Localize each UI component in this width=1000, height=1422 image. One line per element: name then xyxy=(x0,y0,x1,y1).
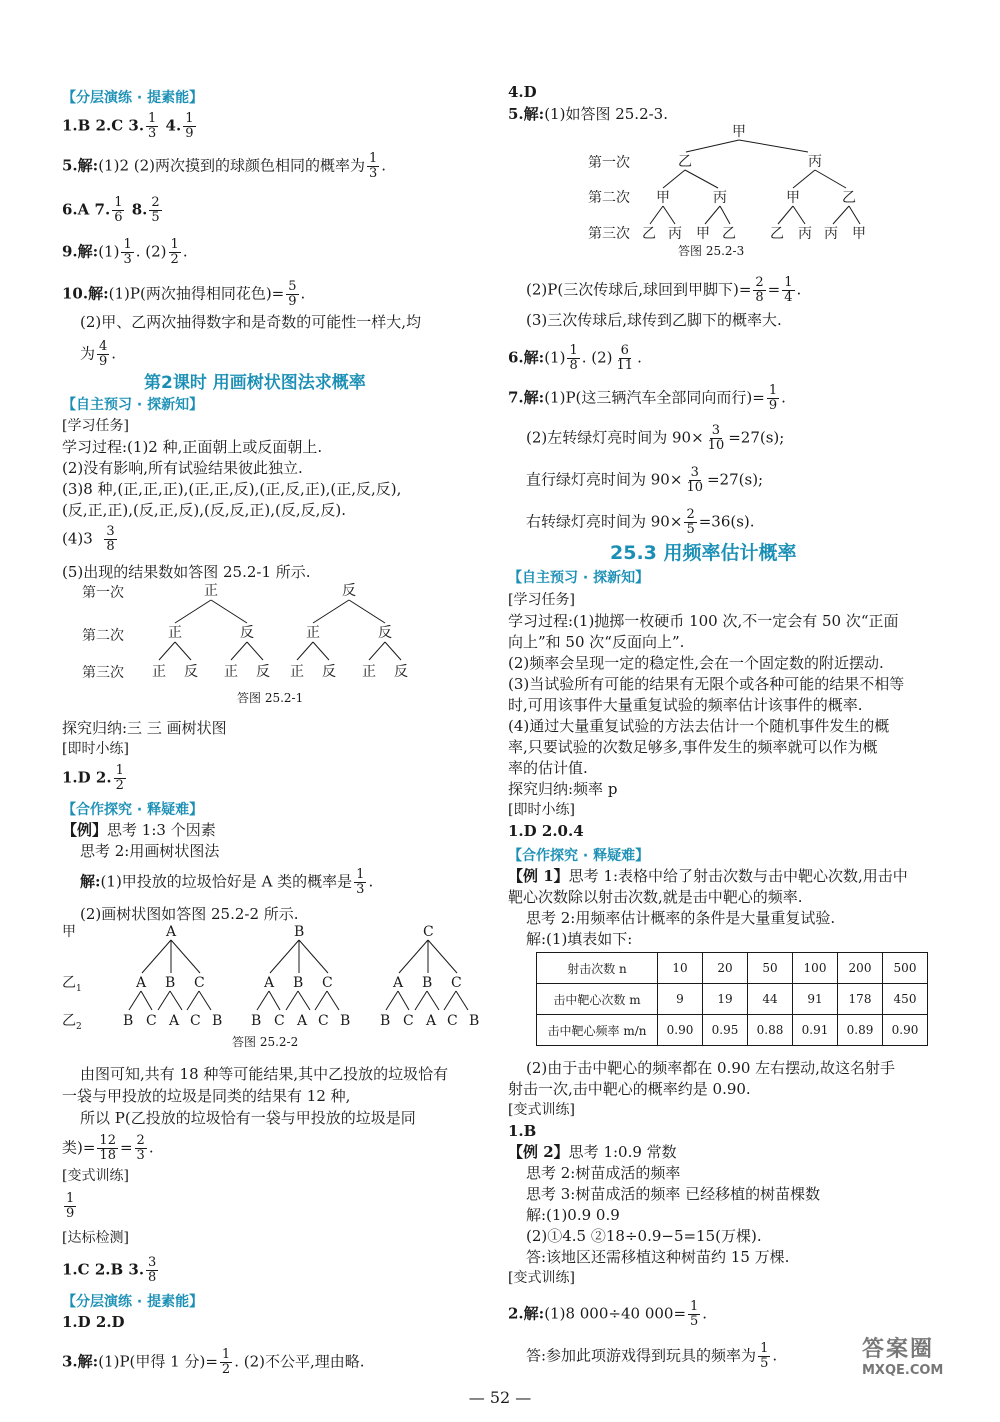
svg-text:2: 2 xyxy=(76,1022,82,1032)
section-heading: 【分层演练 · 提素能】 xyxy=(62,90,204,106)
tree-row-label: 第一次 xyxy=(588,155,630,171)
tree-node: 甲 xyxy=(656,190,670,206)
answer-line: 1.D 2.0.4 xyxy=(508,822,584,840)
svg-text:B: B xyxy=(340,1013,351,1029)
table-row: 击中靶心频率 m/n 0.90 0.95 0.88 0.91 0.89 0.90 xyxy=(537,1015,928,1046)
tree-row-label: 第一次 xyxy=(82,585,124,601)
tree-node: 正 xyxy=(168,625,182,641)
subheading: [学习任务] xyxy=(508,592,575,608)
tree-node: 丙 xyxy=(713,190,727,206)
tree-node: 正 xyxy=(290,664,304,680)
text-line: (3)8 种,(正,正,正),(正,正,反),(正,反,正),(正,反,反), xyxy=(62,480,402,498)
section-heading: 【自主预习 · 探新知】 xyxy=(508,570,650,586)
tree-node: 甲 xyxy=(696,226,710,242)
subheading: [学习任务] xyxy=(62,418,129,434)
tree-row-label: 第三次 xyxy=(588,226,630,242)
tree-node: 乙 xyxy=(678,154,692,170)
svg-text:C: C xyxy=(194,975,205,991)
section-heading: 【自主预习 · 探新知】 xyxy=(62,397,204,413)
answer-line: 1.C 2.B 3. $\frac{3}{8}$ xyxy=(62,1255,157,1285)
text-line: 学习过程:(1)2 种,正面朝上或反面朝上. xyxy=(62,438,323,456)
answer-line: 1.B xyxy=(508,1122,537,1140)
answer-line: 1.D 2. $\frac{1}{2}$ xyxy=(62,763,124,793)
tree-node: 甲 xyxy=(732,124,746,140)
tree-node: 乙 xyxy=(770,226,784,242)
answer-line: 1.D 2.D xyxy=(62,1313,125,1331)
svg-text:C: C xyxy=(447,1013,458,1029)
tree-node: 正 xyxy=(152,664,166,680)
text-line: (5)出现的结果数如答图 25.2-1 所示. xyxy=(62,563,311,581)
tree-diagram-1 xyxy=(62,580,482,705)
text-line: 答:该地区还需移植这种树苗约 15 万棵. xyxy=(526,1248,790,1266)
text-line: 思考 2:树苗成活的频率 xyxy=(526,1164,681,1182)
tree-diagram-2 xyxy=(62,920,492,1048)
text-line: 类)= $\frac{12}{18}$ = $\frac{2}{3}$ . xyxy=(62,1133,154,1163)
tree-node: 丙 xyxy=(824,226,838,242)
tree-node: 丙 xyxy=(668,226,682,242)
text-line: 探究归纳:频率 p xyxy=(508,780,618,798)
answer-line: $\frac{1}{9}$ xyxy=(66,1191,75,1221)
page-number: — 52 — xyxy=(468,1388,532,1407)
svg-text:B: B xyxy=(469,1013,480,1029)
text-line: 思考 2:用频率估计概率的条件是大量重复试验. xyxy=(526,909,836,927)
text-line: 靶心次数除以射击次数,就是击中靶心的频率. xyxy=(508,888,803,906)
section-heading: 【分层演练 · 提素能】 xyxy=(62,1294,204,1310)
text-line: (4)通过大量重复试验的方法去估计一个随机事件发生的概 xyxy=(508,717,890,735)
subtree-B xyxy=(251,924,350,1029)
lesson-title: 第2课时 用画树状图法求概率 xyxy=(144,373,366,393)
tree-row-label: 第二次 xyxy=(588,190,630,206)
svg-text:B: B xyxy=(294,924,305,940)
text-line: (2)①4.5 ②18÷0.9−5=15(万棵). xyxy=(526,1227,762,1245)
tree-node: 乙 xyxy=(842,190,856,206)
text-line: (3)当试验所有可能的结果有无限个或各种可能的结果不相等 xyxy=(508,675,905,693)
answer-line: 10.解:(1)P(两次抽得相同花色)= $\frac{5}{9}$ . xyxy=(62,279,306,309)
subheading: [变式训练] xyxy=(508,1270,575,1286)
text-line: 探究归纳:三 三 画树状图 xyxy=(62,719,227,737)
answer-line: 4.D xyxy=(508,83,537,101)
svg-text:A: A xyxy=(426,1013,437,1029)
svg-text:B: B xyxy=(165,975,176,991)
table-row: 击中靶心次数 m 9 19 44 91 178 450 xyxy=(537,984,928,1015)
tree-row-label: 第三次 xyxy=(82,665,124,681)
svg-text:B: B xyxy=(123,1013,134,1029)
answer-line: (2)甲、乙两次抽得数字和是奇数的可能性一样大,均 xyxy=(80,313,422,331)
answer-line: 6.解:(1) $\frac{1}{8}$ . (2) $\frac{6}{11}$ . xyxy=(508,343,642,373)
tree-row-label: 第二次 xyxy=(82,628,124,644)
tree-node: 甲 xyxy=(786,190,800,206)
tree-node: 丙 xyxy=(808,154,822,170)
text-line: 答:参加此项游戏得到玩具的频率为 $\frac{1}{5}$ . xyxy=(526,1341,778,1371)
text-line: 解:(1)填表如下: xyxy=(526,930,633,948)
svg-text:C: C xyxy=(423,924,434,940)
text-line: 率的估计值. xyxy=(508,759,588,777)
figure-caption: 答图 25.2-3 xyxy=(678,244,745,258)
text-line: (2)由于击中靶心的频率都在 0.90 左右摆动,故这名射手 xyxy=(526,1059,895,1077)
text-line: 右转绿灯亮时间为 90× $\frac{2}{5}$ =36(s). xyxy=(526,507,755,537)
tree-node: 正 xyxy=(362,664,376,680)
text-line: 一袋与甲投放的垃圾是同类的结果有 12 种, xyxy=(62,1087,351,1105)
svg-text:A: A xyxy=(166,924,177,940)
tree-node: 乙 xyxy=(642,226,656,242)
svg-text:B: B xyxy=(293,975,304,991)
text-line: (反,正,正),(反,正,反),(反,反,正),(反,反,反). xyxy=(62,501,347,519)
tree-node: 反 xyxy=(256,664,270,680)
answer-line: 6.A 7. $\frac{1}{6}$ 8. $\frac{2}{5}$ xyxy=(62,195,160,225)
svg-text:C: C xyxy=(190,1013,201,1029)
section-heading: 【合作探究 · 释疑难】 xyxy=(508,848,650,864)
svg-text:C: C xyxy=(322,975,333,991)
text-line: 【例 1】思考 1:表格中给了射击次数与击中靶心次数,用击中 xyxy=(508,867,908,885)
section-heading: 【合作探究 · 释疑难】 xyxy=(62,802,204,818)
svg-text:C: C xyxy=(451,975,462,991)
tree-node: 反 xyxy=(378,625,392,641)
tree-node: 丙 xyxy=(798,226,812,242)
subheading: [即时小练] xyxy=(62,741,129,757)
tree-node: 反 xyxy=(342,583,356,599)
text-line: 射击一次,击中靶心的概率约是 0.90. xyxy=(508,1080,751,1098)
svg-text:C: C xyxy=(318,1013,329,1029)
text-line: (4)3 $\frac{3}{8}$ xyxy=(62,524,115,554)
subtree-A xyxy=(123,924,222,1029)
text-line: 时,可用该事件大量重复试验的频率估计该事件的概率. xyxy=(508,696,863,714)
text-line: 所以 P(乙投放的垃圾恰有一袋与甲投放的垃圾是同 xyxy=(80,1109,416,1127)
tree-node: 正 xyxy=(306,625,320,641)
text-line: 率,只要试验的次数足够多,事件发生的频率就可以作为概 xyxy=(508,738,878,756)
svg-text:C: C xyxy=(146,1013,157,1029)
tree-diagram-3 xyxy=(508,120,948,260)
svg-text:A: A xyxy=(136,975,147,991)
figure-caption: 答图 25.2-2 xyxy=(232,1035,299,1048)
table-row: 射击次数 n 10 20 50 100 200 500 xyxy=(537,953,928,984)
svg-text:1: 1 xyxy=(76,984,82,994)
answer-line: 2.解:(1)8 000÷40 000= $\frac{1}{5}$ . xyxy=(508,1299,708,1329)
svg-text:C: C xyxy=(403,1013,414,1029)
answer-line: 7.解:(1)P(这三辆汽车全部同向而行)= $\frac{1}{9}$ . xyxy=(508,383,786,413)
text-line: 直行绿灯亮时间为 90× $\frac{3}{10}$ =27(s); xyxy=(526,465,764,495)
answer-line: 5.解:(1)如答图 25.2-3. xyxy=(508,105,668,123)
svg-text:B: B xyxy=(212,1013,223,1029)
answer-line: 3.解:(1)P(甲得 1 分)= $\frac{1}{2}$ . (2)不公平,理由略. xyxy=(62,1347,365,1377)
svg-text:A: A xyxy=(297,1013,308,1029)
answer-line: 1.B 2.C 3. $\frac{1}{3}$ 4. $\frac{1}{9}$ xyxy=(62,111,194,141)
tree-node: 反 xyxy=(322,664,336,680)
text-line: (2)频率会呈现一定的稳定性,会在一个固定数的附近摆动. xyxy=(508,654,884,672)
answer-line: 9.解:(1) $\frac{1}{3}$ . (2) $\frac{1}{2}$ . xyxy=(62,237,188,267)
svg-text:B: B xyxy=(380,1013,391,1029)
subheading: [即时小练] xyxy=(508,802,575,818)
text-line: 学习过程:(1)抛掷一枚硬币 100 次,不一定会有 50 次“正面 xyxy=(508,612,899,630)
tree-row-label: 甲 xyxy=(62,924,76,940)
subheading: [变式训练] xyxy=(508,1102,575,1118)
text-line: (2)没有影响,所有试验结果彼此独立. xyxy=(62,459,303,477)
text-line: (2)P(三次传球后,球回到甲脚下)= $\frac{2}{8}$ = $\frac{1}{4}$ . xyxy=(526,275,802,305)
svg-text:A: A xyxy=(393,975,404,991)
tree-node: 正 xyxy=(224,664,238,680)
text-line: 【例 2】思考 1:0.9 常数 xyxy=(508,1143,677,1161)
svg-text:C: C xyxy=(274,1013,285,1029)
text-line: (2)左转绿灯亮时间为 90× $\frac{3}{10}$ =27(s); xyxy=(526,423,785,453)
text-line: 解:(1)0.9 0.9 xyxy=(526,1206,620,1224)
tree-node: 反 xyxy=(394,664,408,680)
tree-node: 甲 xyxy=(852,226,866,242)
subtree-C xyxy=(380,924,479,1029)
text-line: (2)画树状图如答图 25.2-2 所示. xyxy=(80,905,299,923)
tree-node: 乙 xyxy=(722,226,736,242)
text-line: 解:(1)甲投放的垃圾恰好是 A 类的概率是 $\frac{1}{3}$ . xyxy=(80,867,374,897)
svg-text:B: B xyxy=(422,975,433,991)
tree-node: 反 xyxy=(240,625,254,641)
text-line: 向上”和 50 次“反面向上”. xyxy=(508,633,685,651)
svg-text:A: A xyxy=(264,975,275,991)
section-title: 25.3 用频率估计概率 xyxy=(610,542,797,564)
tree-node: 反 xyxy=(184,664,198,680)
text-line: 由图可知,共有 18 种等可能结果,其中乙投放的垃圾恰有 xyxy=(80,1065,449,1083)
text-line: (3)三次传球后,球传到乙脚下的概率大. xyxy=(526,311,782,329)
subheading: [达标检测] xyxy=(62,1230,129,1246)
subheading: [变式训练] xyxy=(62,1168,129,1184)
tree-node: 正 xyxy=(204,583,218,599)
text-line: 思考 3:树苗成活的频率 已经移植的树苗棵数 xyxy=(526,1185,821,1203)
tree-row-label: 乙 xyxy=(62,975,76,991)
answer-line: 为 $\frac{4}{9}$ . xyxy=(80,339,117,369)
figure-caption: 答图 25.2-1 xyxy=(237,691,304,705)
text-line: 思考 2:用画树状图法 xyxy=(80,842,220,860)
data-table xyxy=(536,952,928,1046)
answer-line: 5.解:(1)2 (2)两次摸到的球颜色相同的概率为 $\frac{1}{3}$ . xyxy=(62,151,387,181)
tree-row-label: 乙 xyxy=(62,1013,76,1029)
text-line: 【例】思考 1:3 个因素 xyxy=(62,821,216,839)
svg-text:A: A xyxy=(169,1013,180,1029)
watermark-logo: 答案圈 MXQE.COM xyxy=(862,1337,944,1378)
svg-text:B: B xyxy=(251,1013,262,1029)
